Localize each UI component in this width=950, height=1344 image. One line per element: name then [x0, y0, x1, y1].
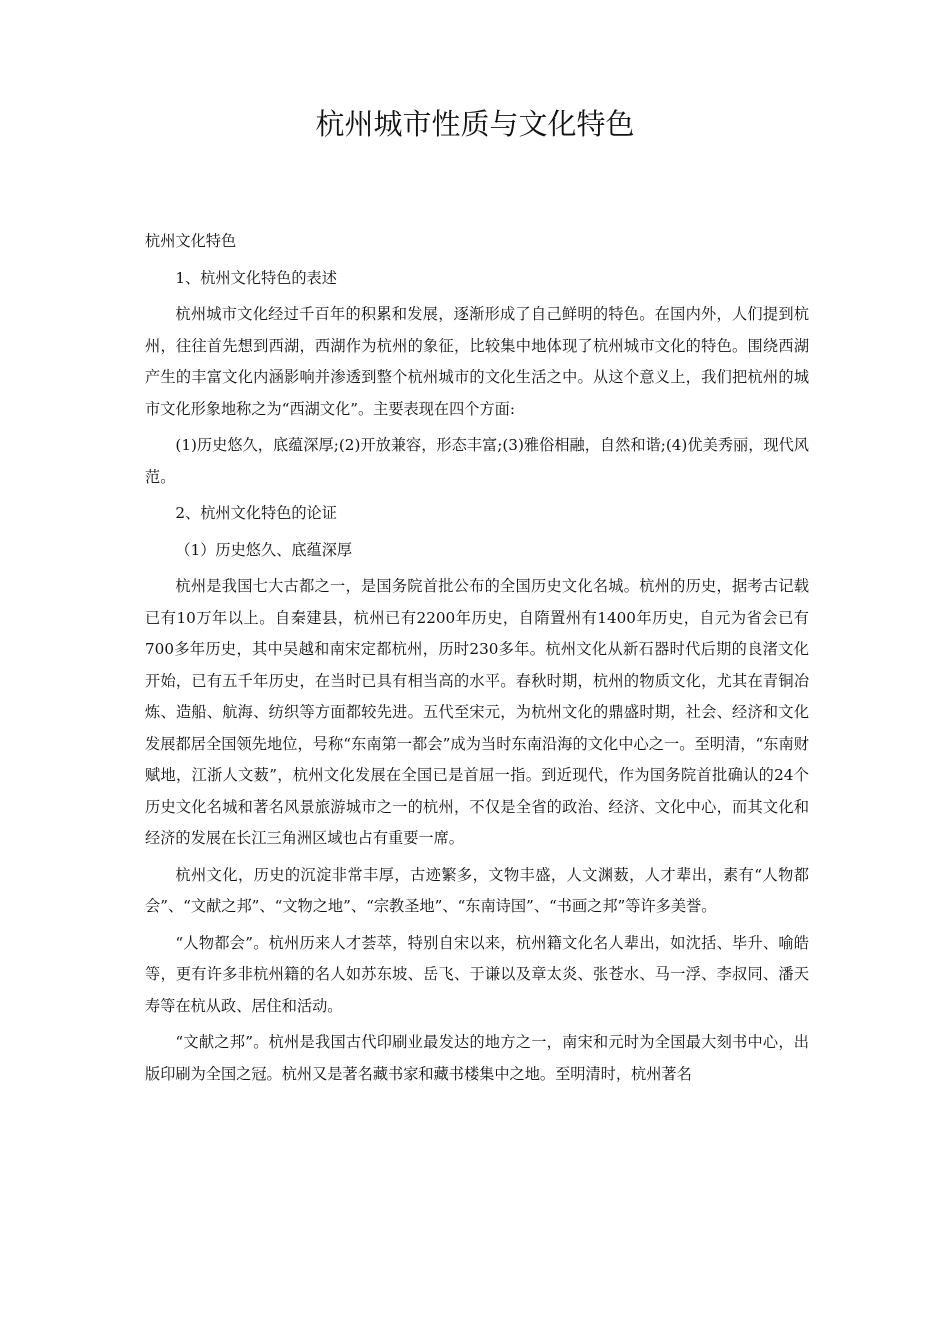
document-body	[145, 226, 809, 1095]
document-title: 杭州城市性质与文化特色	[315, 107, 635, 141]
paragraph-3: 杭州是我国七大古都之一，是国务院首批公布的全国历史文化名城。杭州的历史，据考古记载已有10万年以上。自秦建县，杭州已有2200年历史，自隋置州有1400年历史，自元为省会已有700多年历史，其中吴越和南宋定都杭州，历时230多年。杭州文化从新石器时代后期的良渚文化开始，已有五千年历史，在当时已具有相当高的水平。春秋时期，杭州的物质文化，尤其在青铜冶炼、造船、航海、纺织等方面都较先进。五代至宋元，为杭州文化的鼎盛时期，社会、经济和文化发展都居全国领先地位，号称“东南第一都会”成为当时东南沿海的文化中心之一。至明清，“东南财赋地，江浙人文薮”，杭州文化发展在全国已是首屈一指。到近现代，作为国务院首批确认的24个历史文化名城和著名风景旅游城市之一的杭州，不仅是全省的政治、经济、文化中心，而其文化和经济的发展在长江三角洲区域也占有重要一席。	[145, 577, 809, 847]
paragraph-2: (1)历史悠久，底蕴深厚;(2)开放兼容，形态丰富;(3)雅俗相融，自然和谐;(4)优美秀丽，现代风范。	[145, 436, 809, 486]
paragraph-1: 杭州城市文化经过千百年的积累和发展，逐渐形成了自己鲜明的特色。在国内外，人们提到杭州，往往首先想到西湖，西湖作为杭州的象征，比较集中地体现了杭州城市文化的特色。围绕西湖产生的丰富文化内涵影响并渗透到整个杭州城市的文化生活之中。从这个意义上，我们把杭州的城市文化形象地称之为“西湖文化”。主要表现在四个方面:	[145, 305, 809, 418]
paragraph-4: 杭州文化，历史的沉淀非常丰厚，古迹繁多，文物丰盛，人文渊薮，人才辈出，素有“人物都会”、“文献之邦”、“文物之地”、“宗教圣地”、“东南诗国”、“书画之邦”等许多美誉。	[145, 865, 809, 915]
subheading-2-1: （1）历史悠久、底蕴深厚	[175, 540, 353, 559]
subheading-1: 1、杭州文化特色的表述	[175, 268, 337, 287]
section-heading: 杭州文化特色	[145, 232, 237, 250]
paragraph-5: “人物都会”。杭州历来人才荟萃，特别自宋以来，杭州籍文化名人辈出，如沈括、毕升、喻皓等，更有许多非杭州籍的名人如苏东坡、岳飞、于谦以及章太炎、张苍水、马一浮、李叔同、潘天寿等在杭从政、居住和活动。	[145, 933, 809, 1015]
subheading-2: 2、杭州文化特色的论证	[175, 504, 337, 522]
paragraph-6: “文献之邦”。杭州是我国古代印刷业最发达的地方之一，南宋和元时为全国最大刻书中心，出版印刷为全国之冠。杭州又是著名藏书家和藏书楼集中之地。至明清时，杭州著名	[145, 1033, 809, 1083]
